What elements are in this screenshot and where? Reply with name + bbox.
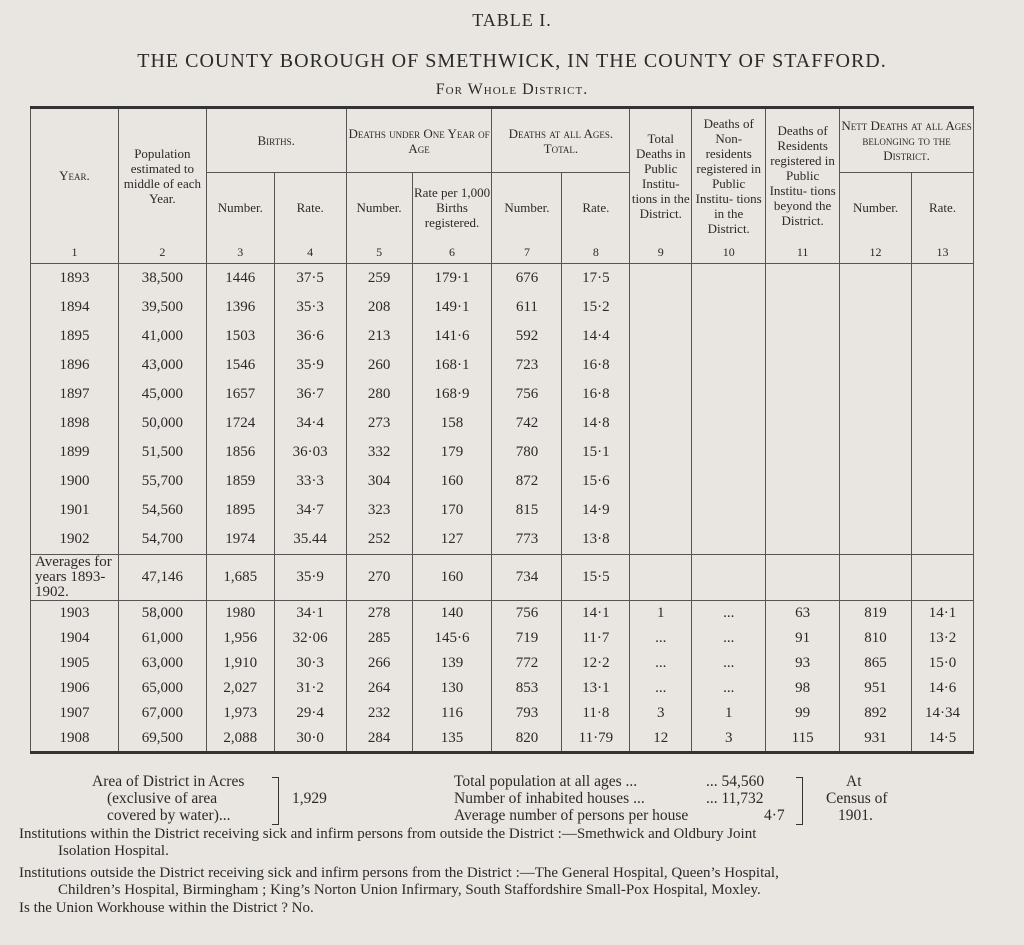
table-cell: [766, 496, 840, 525]
table-cell: 135: [412, 726, 492, 753]
table-cell: 34·4: [274, 409, 346, 438]
table-cell: 65,000: [118, 676, 206, 701]
year-cell: 1902: [31, 525, 119, 555]
table-cell: 793: [492, 701, 562, 726]
table-cell: 34·7: [274, 496, 346, 525]
table-cell: [630, 263, 692, 293]
table-cell: 264: [346, 676, 412, 701]
table-cell: 1: [692, 701, 766, 726]
averages-label: Averages for years 1893-1902.: [31, 554, 119, 600]
table-cell: [692, 351, 766, 380]
table-cell: [766, 467, 840, 496]
year-cell: 1897: [31, 380, 119, 409]
table-row: [31, 626, 974, 651]
table-cell: 30·3: [274, 651, 346, 676]
persons-value: 4·7: [764, 807, 785, 824]
table-cell: [630, 554, 692, 600]
table-cell: [911, 351, 973, 380]
year-cell: 1906: [31, 676, 119, 701]
table-cell: [630, 467, 692, 496]
col-number: 6: [412, 243, 492, 264]
year-cell: 1895: [31, 322, 119, 351]
table-cell: ...: [630, 651, 692, 676]
col-total-public-header: Total Deaths in Public Institu- tions in the District.: [630, 108, 692, 243]
table-cell: 1,973: [206, 701, 274, 726]
col-number: 5: [346, 243, 412, 264]
table-row: [31, 496, 974, 525]
table-cell: [766, 380, 840, 409]
table-cell: [630, 322, 692, 351]
table-cell: 16·8: [562, 351, 630, 380]
table-cell: [766, 525, 840, 555]
table-row: [31, 651, 974, 676]
col-nett-rate: Rate.: [911, 173, 973, 243]
table-cell: [766, 322, 840, 351]
col-number: 2: [118, 243, 206, 264]
table-cell: 285: [346, 626, 412, 651]
table-cell: 14·4: [562, 322, 630, 351]
table-cell: [911, 525, 973, 555]
area-brace: [272, 777, 279, 825]
table-cell: 15·5: [562, 554, 630, 600]
table-row: [31, 600, 974, 626]
year-cell: 1894: [31, 293, 119, 322]
table-cell: [840, 351, 912, 380]
table-cell: 15·2: [562, 293, 630, 322]
table-cell: 284: [346, 726, 412, 753]
table-cell: 2,088: [206, 726, 274, 753]
table-cell: 810: [840, 626, 912, 651]
table-cell: 67,000: [118, 701, 206, 726]
table-cell: 772: [492, 651, 562, 676]
table-cell: 11·8: [562, 701, 630, 726]
table-cell: 32·06: [274, 626, 346, 651]
table-cell: 304: [346, 467, 412, 496]
col-number: 13: [911, 243, 973, 264]
table-row: [31, 701, 974, 726]
year-cell: 1900: [31, 467, 119, 496]
page-subtitle: For Whole District.: [435, 81, 589, 98]
table-cell: 41,000: [118, 322, 206, 351]
table-cell: 1503: [206, 322, 274, 351]
table-cell: 170: [412, 496, 492, 525]
table-cell: 15·1: [562, 438, 630, 467]
census-label-1: At: [846, 773, 862, 790]
table-cell: 208: [346, 293, 412, 322]
table-cell: 179·1: [412, 263, 492, 293]
table-cell: 130: [412, 676, 492, 701]
table-cell: 54,700: [118, 525, 206, 555]
table-cell: 36·7: [274, 380, 346, 409]
col-number: 9: [630, 243, 692, 264]
table-cell: 1: [630, 600, 692, 626]
table-cell: [840, 467, 912, 496]
col-residents-beyond-header: Deaths of Residents registered in Public Institu- tions beyond the District.: [766, 108, 840, 243]
table-cell: 35·3: [274, 293, 346, 322]
table-cell: 1974: [206, 525, 274, 555]
table-cell: [630, 525, 692, 555]
year-cell: 1901: [31, 496, 119, 525]
table-cell: [692, 263, 766, 293]
table-cell: 145·6: [412, 626, 492, 651]
table-cell: 14·1: [562, 600, 630, 626]
table-cell: [630, 293, 692, 322]
table-cell: 280: [346, 380, 412, 409]
table-cell: 1546: [206, 351, 274, 380]
table-cell: ...: [692, 600, 766, 626]
year-cell: 1905: [31, 651, 119, 676]
table-cell: 3: [630, 701, 692, 726]
table-cell: 13·8: [562, 525, 630, 555]
col-under-one-number: Number.: [346, 173, 412, 243]
col-number: 4: [274, 243, 346, 264]
table-cell: 1,685: [206, 554, 274, 600]
year-cell: 1896: [31, 351, 119, 380]
table-cell: 141·6: [412, 322, 492, 351]
table-cell: 892: [840, 701, 912, 726]
table-cell: [692, 409, 766, 438]
table-cell: 323: [346, 496, 412, 525]
col-births-header: Births.: [206, 108, 346, 173]
persons-label: Average number of persons per house: [454, 807, 689, 824]
table-cell: 266: [346, 651, 412, 676]
page-title: THE COUNTY BOROUGH OF SMETHWICK, IN THE COUNTY OF STAFFORD.: [137, 50, 887, 72]
table-cell: 819: [840, 600, 912, 626]
table-cell: [840, 409, 912, 438]
table-cell: [911, 380, 973, 409]
table-cell: 742: [492, 409, 562, 438]
table-cell: 33·3: [274, 467, 346, 496]
table-cell: 12·2: [562, 651, 630, 676]
table-cell: [692, 380, 766, 409]
table-cell: 45,000: [118, 380, 206, 409]
table-cell: 58,000: [118, 600, 206, 626]
table-cell: [766, 438, 840, 467]
col-year-header: Year.: [31, 108, 119, 243]
table-cell: 734: [492, 554, 562, 600]
workhouse-note: Is the Union Workhouse within the District ? No.: [19, 900, 314, 916]
table-cell: 278: [346, 600, 412, 626]
table-cell: 39,500: [118, 293, 206, 322]
table-cell: [911, 438, 973, 467]
table-cell: [840, 554, 912, 600]
table-cell: 15·0: [911, 651, 973, 676]
table-cell: 2,027: [206, 676, 274, 701]
table-cell: 12: [630, 726, 692, 753]
table-cell: [692, 322, 766, 351]
table-cell: 160: [412, 554, 492, 600]
table-cell: 773: [492, 525, 562, 555]
table-cell: 11·79: [562, 726, 630, 753]
houses-label: Number of inhabited houses ...: [454, 790, 645, 807]
table-cell: 1446: [206, 263, 274, 293]
col-all-ages-header: Deaths at all Ages. Total.: [492, 108, 630, 173]
area-label-3: covered by water)...: [107, 807, 231, 824]
table-cell: 719: [492, 626, 562, 651]
table-cell: [911, 263, 973, 293]
col-under-one-header: Deaths under One Year of Age: [346, 108, 492, 173]
table-cell: 168·1: [412, 351, 492, 380]
census-brace: [796, 777, 803, 825]
table-cell: 3: [692, 726, 766, 753]
table-cell: 50,000: [118, 409, 206, 438]
table-cell: 47,146: [118, 554, 206, 600]
col-population-header: Population estimated to middle of each Year.: [118, 108, 206, 243]
table-cell: [692, 438, 766, 467]
table-cell: 1396: [206, 293, 274, 322]
table-cell: 179: [412, 438, 492, 467]
table-cell: 1895: [206, 496, 274, 525]
table-cell: [630, 380, 692, 409]
table-cell: 332: [346, 438, 412, 467]
table-cell: 865: [840, 651, 912, 676]
col-nett-header: Nett Deaths at all Ages belonging to the District.: [840, 108, 974, 173]
table-cell: 43,000: [118, 351, 206, 380]
table-cell: ...: [630, 626, 692, 651]
table-cell: 260: [346, 351, 412, 380]
table-cell: [840, 322, 912, 351]
year-cell: 1907: [31, 701, 119, 726]
table-cell: 140: [412, 600, 492, 626]
table-row: [31, 263, 974, 293]
table-cell: 756: [492, 380, 562, 409]
col-number: 3: [206, 243, 274, 264]
houses-value: ... 11,732: [706, 790, 764, 807]
table-cell: 14·8: [562, 409, 630, 438]
institutions-outside: Institutions outside the District receiving sick and infirm persons from the District :—The General Hospital, Queen’s Hospital,: [19, 865, 779, 881]
year-cell: 1893: [31, 263, 119, 293]
institutions-within: Institutions within the District receiving sick and infirm persons from outside the District :—Smethwick and Oldbury Joint: [19, 826, 757, 842]
col-number: 10: [692, 243, 766, 264]
table-cell: 1,910: [206, 651, 274, 676]
institutions-within-cont: Isolation Hospital.: [58, 843, 169, 859]
table-cell: [766, 351, 840, 380]
table-cell: [692, 467, 766, 496]
table-cell: 69,500: [118, 726, 206, 753]
table-cell: [911, 322, 973, 351]
table-cell: [630, 496, 692, 525]
table-cell: [840, 496, 912, 525]
table-cell: [840, 438, 912, 467]
area-label-2: (exclusive of area: [107, 790, 218, 807]
table-cell: 63,000: [118, 651, 206, 676]
table-cell: [766, 293, 840, 322]
table-cell: 35·9: [274, 554, 346, 600]
year-cell: 1904: [31, 626, 119, 651]
table-cell: 853: [492, 676, 562, 701]
table-cell: 1,956: [206, 626, 274, 651]
table-cell: 1856: [206, 438, 274, 467]
table-cell: [692, 554, 766, 600]
col-all-ages-number: Number.: [492, 173, 562, 243]
table-cell: 35.44: [274, 525, 346, 555]
table-cell: 37·5: [274, 263, 346, 293]
table-cell: 127: [412, 525, 492, 555]
mortality-table: [30, 106, 974, 754]
table-cell: 168·9: [412, 380, 492, 409]
table-cell: 31·2: [274, 676, 346, 701]
table-cell: 13·1: [562, 676, 630, 701]
table-cell: 29·4: [274, 701, 346, 726]
table-cell: [911, 496, 973, 525]
table-cell: ...: [692, 626, 766, 651]
table-cell: 30·0: [274, 726, 346, 753]
col-non-residents-header: Deaths of Non- residents registered in Public Institu- tions in the District.: [692, 108, 766, 243]
table-cell: 723: [492, 351, 562, 380]
table-cell: 1724: [206, 409, 274, 438]
col-number: 1: [31, 243, 119, 264]
table-cell: [766, 554, 840, 600]
table-cell: [840, 525, 912, 555]
table-cell: 780: [492, 438, 562, 467]
table-cell: 1657: [206, 380, 274, 409]
table-cell: [840, 380, 912, 409]
table-row: [31, 676, 974, 701]
table-cell: 11·7: [562, 626, 630, 651]
table-label: TABLE I.: [472, 10, 552, 30]
table-cell: ...: [692, 676, 766, 701]
table-cell: 951: [840, 676, 912, 701]
table-row: [31, 438, 974, 467]
year-cell: 1908: [31, 726, 119, 753]
table-cell: 592: [492, 322, 562, 351]
table-cell: 63: [766, 600, 840, 626]
table-cell: [911, 467, 973, 496]
table-cell: 160: [412, 467, 492, 496]
table-cell: 54,560: [118, 496, 206, 525]
table-cell: 93: [766, 651, 840, 676]
col-number: 8: [562, 243, 630, 264]
table-cell: 931: [840, 726, 912, 753]
table-cell: 273: [346, 409, 412, 438]
table-cell: [911, 293, 973, 322]
table-cell: 1980: [206, 600, 274, 626]
table-cell: ...: [630, 676, 692, 701]
year-cell: 1903: [31, 600, 119, 626]
table-cell: 38,500: [118, 263, 206, 293]
col-nett-number: Number.: [840, 173, 912, 243]
table-cell: 14·5: [911, 726, 973, 753]
table-cell: 676: [492, 263, 562, 293]
table-row: [31, 351, 974, 380]
table-cell: 55,700: [118, 467, 206, 496]
table-cell: 270: [346, 554, 412, 600]
table-row: [31, 525, 974, 555]
table-row: [31, 380, 974, 409]
table-cell: 158: [412, 409, 492, 438]
table-cell: 35·9: [274, 351, 346, 380]
table-cell: 34·1: [274, 600, 346, 626]
table-cell: 116: [412, 701, 492, 726]
table-cell: 139: [412, 651, 492, 676]
table-cell: 51,500: [118, 438, 206, 467]
col-number: 7: [492, 243, 562, 264]
table-cell: 14·34: [911, 701, 973, 726]
table-cell: [766, 409, 840, 438]
col-under-one-rate: Rate per 1,000 Births registered.: [412, 173, 492, 243]
table-cell: [911, 409, 973, 438]
table-cell: 98: [766, 676, 840, 701]
table-cell: 36·03: [274, 438, 346, 467]
table-row: [31, 293, 974, 322]
table-cell: 815: [492, 496, 562, 525]
table-row: [31, 467, 974, 496]
area-value: 1,929: [292, 790, 327, 807]
table-cell: 91: [766, 626, 840, 651]
table-cell: 213: [346, 322, 412, 351]
table-cell: 872: [492, 467, 562, 496]
census-label-2: Census of: [826, 790, 888, 807]
table-cell: 14·1: [911, 600, 973, 626]
table-cell: 17·5: [562, 263, 630, 293]
table-cell: 61,000: [118, 626, 206, 651]
year-cell: 1899: [31, 438, 119, 467]
table-row: [31, 409, 974, 438]
table-cell: 16·8: [562, 380, 630, 409]
col-births-rate: Rate.: [274, 173, 346, 243]
institutions-outside-cont: Children’s Hospital, Birmingham ; King’s Norton Union Infirmary, South Staffordshire Small-Pox Hospital, Moxley.: [58, 882, 761, 898]
table-cell: 14·9: [562, 496, 630, 525]
population-value: ... 54,560: [706, 773, 765, 790]
table-cell: 756: [492, 600, 562, 626]
table-cell: 99: [766, 701, 840, 726]
table-row: [31, 322, 974, 351]
table-cell: 115: [766, 726, 840, 753]
table-cell: 13·2: [911, 626, 973, 651]
area-label-1: Area of District in Acres: [92, 773, 245, 790]
table-cell: 820: [492, 726, 562, 753]
table-cell: [692, 496, 766, 525]
col-number: 11: [766, 243, 840, 264]
table-cell: 14·6: [911, 676, 973, 701]
year-cell: 1898: [31, 409, 119, 438]
table-cell: [630, 409, 692, 438]
table-cell: 36·6: [274, 322, 346, 351]
table-cell: 149·1: [412, 293, 492, 322]
census-label-3: 1901.: [838, 807, 873, 824]
table-cell: 232: [346, 701, 412, 726]
table-cell: ...: [692, 651, 766, 676]
table-cell: 15·6: [562, 467, 630, 496]
col-births-number: Number.: [206, 173, 274, 243]
table-cell: [692, 293, 766, 322]
table-cell: 259: [346, 263, 412, 293]
table-cell: 252: [346, 525, 412, 555]
table-cell: [840, 293, 912, 322]
col-all-ages-rate: Rate.: [562, 173, 630, 243]
table-cell: [692, 525, 766, 555]
table-cell: [911, 554, 973, 600]
table-cell: 611: [492, 293, 562, 322]
population-label: Total population at all ages ...: [454, 773, 638, 790]
table-cell: [840, 263, 912, 293]
table-cell: [630, 438, 692, 467]
table-cell: [630, 351, 692, 380]
table-cell: [766, 263, 840, 293]
table-cell: 1859: [206, 467, 274, 496]
table-row: [31, 726, 974, 753]
col-number: 12: [840, 243, 912, 264]
